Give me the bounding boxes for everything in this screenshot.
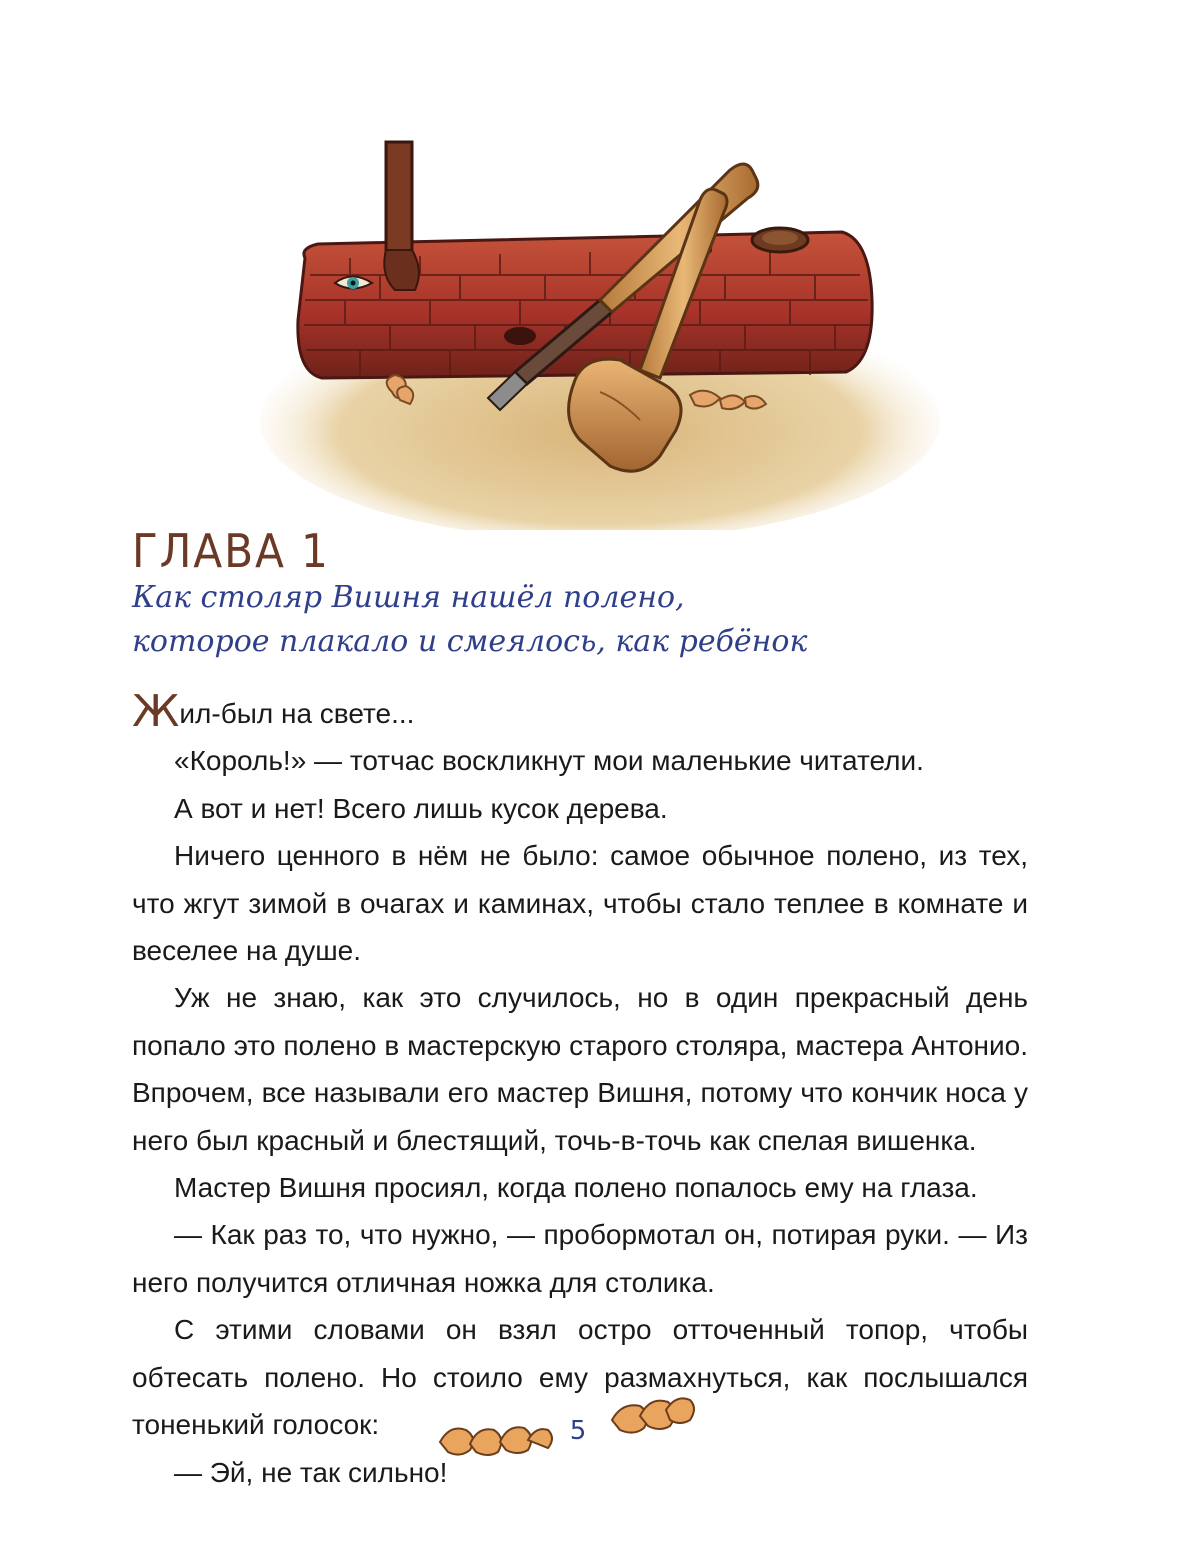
paragraph: А вот и нет! Всего лишь кусок дерева.	[174, 792, 668, 824]
paragraph: Уж не знаю, как это случилось, но в один прекрасный день попало это полено в мастерскую старого столяра, мастера Антонио. Впрочем, все называли его мастер Вишня, потому что кончик носа у него был красный и блестящий, точь-в-точь как спелая вишенка.	[132, 982, 1028, 1156]
subtitle-line: Как столяр Вишня нашёл полено,	[132, 580, 685, 615]
paragraph: Ничего ценного в нём не было: самое обычное полено, из тех, что жгут зимой в очагах и каминах, чтобы стало теплее в комнате и веселее на душе.	[132, 840, 1028, 967]
paragraph: — Эй, не так сильно!	[174, 1456, 448, 1488]
shaving-left-icon	[440, 1427, 552, 1455]
paragraph: Мастер Вишня просиял, когда полено попалось ему на глаза.	[174, 1172, 978, 1204]
page-number: 5	[569, 1416, 587, 1446]
chisel-upright	[384, 142, 419, 290]
chapter-body	[132, 686, 1028, 1496]
paragraph: «Король!» — тотчас воскликнут мои маленькие читатели.	[174, 745, 924, 777]
subtitle-line: которое плакало и смеялось, как ребёнок	[132, 624, 808, 659]
paragraph-first	[132, 686, 1028, 737]
dropcap: Ж	[132, 686, 180, 737]
paragraph: С этими словами он взял остро отточенный топор, чтобы обтесать полено. Но стоило ему размахнуться, как послышался тоненький голосок:	[132, 1314, 1028, 1441]
paragraph: — Как раз то, что нужно, — пробормотал он, потирая руки. — Из него получится отличная ножка для столика.	[132, 1219, 1028, 1298]
shaving-right-icon	[612, 1398, 694, 1432]
chapter-title: ГЛАВА 1	[132, 524, 330, 578]
first-paragraph-text: ил-был на свете...	[179, 698, 415, 729]
chapter-subtitle	[132, 576, 1092, 664]
footer-decoration	[0, 1380, 1193, 1490]
log	[298, 228, 872, 378]
log-illustration	[0, 0, 1193, 530]
